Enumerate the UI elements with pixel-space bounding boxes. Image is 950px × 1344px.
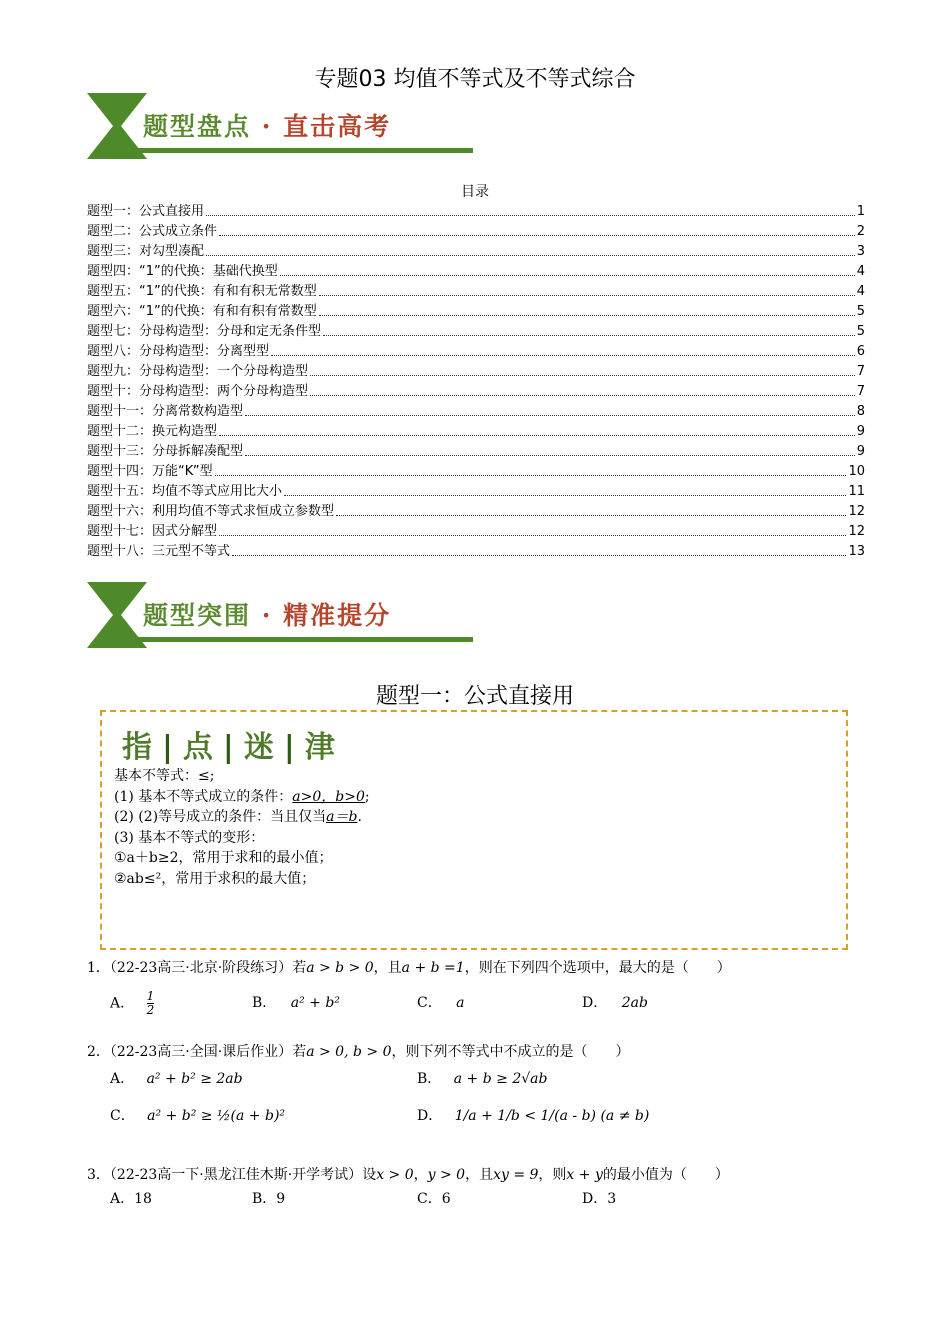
toc-entry[interactable]: [87, 282, 865, 302]
question-text: 若: [292, 960, 307, 976]
banner-breakthrough-left: 题型突围: [143, 601, 252, 630]
toc-leader-dots: [310, 375, 855, 376]
banner-breakthrough: [87, 582, 477, 648]
tip-line: (3) 基本不等式的变形：: [114, 829, 265, 846]
question-text: ，: [413, 1167, 428, 1183]
option-value: 2ab: [621, 995, 648, 1011]
banner-breakthrough-right: 精准提分: [283, 601, 392, 630]
question-number: 2．: [87, 1044, 110, 1060]
toc-entry-label: 题型十一：分离常数构造型: [87, 404, 244, 419]
q2-option-b[interactable]: [417, 1068, 547, 1088]
toc-leader-dots: [219, 235, 855, 236]
question-text: ，则: [538, 1167, 567, 1183]
option-label: D．: [417, 1108, 443, 1124]
q1-option-b[interactable]: [252, 992, 340, 1012]
toc-leader-dots: [245, 455, 855, 456]
toc-leader-dots: [219, 535, 846, 536]
toc-entry[interactable]: [87, 502, 865, 522]
toc-entry-label: 题型一：公式直接用: [87, 204, 205, 219]
tip-head-char: 指: [122, 730, 156, 765]
toc-entry-label: 题型十五：均值不等式应用比大小: [87, 484, 283, 499]
toc-leader-dots: [280, 275, 855, 276]
question-math: xy = 9: [493, 1167, 539, 1183]
toc-entry-page: 12: [848, 504, 865, 519]
toc-entry[interactable]: [87, 302, 865, 322]
toc-entry-page: 9: [856, 424, 865, 439]
toc-entry-label: 题型十八：三元型不等式: [87, 544, 231, 559]
option-value: a: [456, 995, 465, 1011]
option-value: 3: [607, 1191, 617, 1207]
toc-entry[interactable]: [87, 402, 865, 422]
option-value: 9: [276, 1191, 286, 1207]
toc-leader-dots: [206, 255, 855, 256]
option-label: A．: [110, 1071, 135, 1087]
question-text: ，且: [465, 1167, 494, 1183]
toc-entry-page: 5: [856, 324, 865, 339]
banner-breakthrough-text: [143, 596, 391, 632]
toc-leader-dots: [232, 555, 846, 556]
toc-entry-page: 1: [856, 204, 865, 219]
toc-leader-dots: [215, 475, 847, 476]
option-label: B．: [252, 995, 277, 1011]
question-text: ，且: [373, 960, 402, 976]
tip-line: ②ab≤²，常用于求积的最大值；: [114, 870, 316, 887]
question-text: 若: [292, 1044, 307, 1060]
toc-entry-page: 7: [856, 384, 865, 399]
toc-entry-page: 2: [856, 224, 865, 239]
toc-entry-label: 题型十六：利用均值不等式求恒成立参数型: [87, 504, 335, 519]
question-math: x + y: [566, 1167, 603, 1183]
banner-summary-dot: ·: [261, 112, 273, 141]
tip-heading: 指 | 点 | 迷 | 津: [122, 730, 339, 765]
toc-entry[interactable]: [87, 342, 865, 362]
tip-line: [114, 787, 370, 808]
toc-leader-dots: [206, 215, 855, 216]
option-fraction: 1 2: [146, 989, 155, 1017]
q2-option-c[interactable]: [110, 1105, 285, 1125]
toc-leader-dots: [323, 335, 855, 336]
toc-leader-dots: [310, 395, 855, 396]
option-value: a² + b²: [290, 995, 340, 1011]
q3-option-b[interactable]: [252, 1188, 285, 1208]
option-label: D．: [582, 1191, 608, 1207]
tip-box: [100, 710, 848, 950]
option-label: C．: [417, 995, 442, 1011]
question-math: x > 0: [376, 1167, 414, 1183]
banner-summary-right: 直击高考: [283, 112, 392, 141]
option-value: a² + b² ≥ ½(a + b)²: [147, 1108, 286, 1124]
toc-entry[interactable]: [87, 242, 865, 262]
tip-head-char: 迷: [243, 730, 278, 765]
option-label: C．: [417, 1191, 442, 1207]
tip-condition: a>0，b>0: [292, 788, 365, 805]
option-label: A．: [110, 995, 135, 1012]
toc-entry[interactable]: [87, 222, 865, 242]
toc-entry-page: 7: [856, 364, 865, 379]
option-value: 18: [134, 1191, 152, 1207]
toc-entry-page: 12: [848, 524, 865, 539]
q2-option-d[interactable]: [417, 1105, 649, 1125]
toc-entry[interactable]: [87, 542, 865, 562]
option-label: D．: [582, 995, 608, 1011]
toc-entry-label: 题型三：对勾型凑配: [87, 244, 205, 259]
toc-entry-page: 8: [856, 404, 865, 419]
toc-leader-dots: [319, 315, 855, 316]
q3-option-c[interactable]: [417, 1188, 451, 1208]
section-title: 题型一：公式直接用: [375, 684, 574, 709]
option-value: 6: [441, 1191, 451, 1207]
toc-entry[interactable]: [87, 462, 865, 482]
toc-entry[interactable]: [87, 442, 865, 462]
tip-condition: a＝b: [326, 809, 358, 825]
toc-entry-page: 10: [848, 464, 865, 479]
question-math: a > 0, b > 0: [306, 1044, 392, 1060]
toc-entry[interactable]: [87, 422, 865, 442]
tip-line: ①a＋b≥2，常用于求和的最小值；: [114, 850, 333, 866]
q3-option-d[interactable]: [582, 1188, 616, 1208]
tip-head-char: 点: [182, 730, 217, 765]
toc-leader-dots: [219, 435, 855, 436]
banner-breakthrough-dot: ·: [261, 601, 273, 630]
toc-entry-page: 3: [856, 244, 865, 259]
q3-option-a[interactable]: [110, 1188, 152, 1208]
toc-entry-label: 题型十七：因式分解型: [87, 524, 218, 539]
banner-summary: [87, 93, 477, 159]
q1-option-d[interactable]: [582, 992, 648, 1012]
banner-summary-left: 题型盘点: [143, 112, 252, 141]
question-source: （22-23高三·北京·阶段练习）: [109, 960, 293, 976]
toc-leader-dots: [271, 355, 855, 356]
toc-entry-label: 题型八：分母构造型：分离型型: [87, 344, 270, 359]
question-2: [87, 1041, 629, 1061]
question-text: 设: [362, 1167, 377, 1183]
toc-entry[interactable]: [87, 482, 865, 502]
toc-entry[interactable]: [87, 202, 865, 222]
tip-text: (1) 基本不等式成立的条件：: [114, 788, 293, 805]
option-label: A．: [110, 1191, 135, 1207]
toc-entry[interactable]: [87, 262, 865, 282]
question-number: 3．: [87, 1167, 110, 1183]
toc-leader-dots: [319, 295, 855, 296]
tip-text: (2) (2)等号成立的条件：当且仅当: [114, 809, 327, 825]
q2-option-a[interactable]: [110, 1068, 243, 1088]
toc-leader-dots: [336, 515, 846, 516]
toc-entry-label: 题型四：“1”的代换：基础代换型: [87, 264, 278, 279]
question-text: ，则在下列四个选项中，最大的是（ ）: [464, 960, 731, 976]
question-math: y > 0: [427, 1167, 466, 1183]
toc-entry-label: 题型六：“1”的代换：有和有积有常数型: [87, 304, 317, 319]
toc-heading: 目录: [461, 184, 489, 200]
toc-entry[interactable]: [87, 362, 865, 382]
toc-entry-label: 题型五：“1”的代换：有和有积无常数型: [87, 284, 317, 299]
toc-entry-page: 13: [848, 544, 865, 559]
toc-entry-label: 题型十二：换元构造型: [87, 424, 218, 439]
toc-entry-label: 题型十四：万能“K”型: [87, 464, 213, 479]
option-label: B．: [417, 1071, 442, 1087]
toc-entry-page: 5: [856, 304, 865, 319]
toc-entry-label: 题型十三：分母拆解凑配型: [87, 444, 244, 459]
option-label: C．: [110, 1108, 135, 1124]
toc-entry-page: 11: [848, 484, 865, 499]
question-math: a + b =1: [401, 960, 465, 976]
tip-body: [114, 766, 370, 889]
toc-entry-label: 题型十：分母构造型：两个分母构造型: [87, 384, 309, 399]
toc-entry[interactable]: [87, 382, 865, 402]
tip-text: .: [357, 809, 362, 825]
toc-entry-page: 4: [856, 284, 865, 299]
toc-entry-label: 题型七：分母构造型：分母和定无条件型: [87, 324, 322, 339]
question-1: [87, 957, 731, 977]
question-source: （22-23高三·全国·课后作业）: [109, 1044, 293, 1060]
question-text: ，则下列不等式中不成立的是（ ）: [391, 1044, 630, 1060]
toc-entry-page: 9: [856, 444, 865, 459]
banner-summary-text: [143, 107, 391, 143]
toc-leader-dots: [284, 495, 846, 496]
option-label: B．: [252, 1191, 277, 1207]
question-3: [87, 1164, 729, 1184]
toc-entry[interactable]: [87, 322, 865, 342]
question-number: 1．: [87, 960, 110, 976]
toc-leader-dots: [245, 415, 855, 416]
tip-head-char: 津: [304, 730, 339, 765]
table-of-contents: [87, 202, 865, 562]
question-source: （22-23高一下·黑龙江佳木斯·开学考试）: [109, 1167, 363, 1183]
option-value: a + b ≥ 2√ab: [453, 1071, 548, 1087]
toc-entry-page: 4: [856, 264, 865, 279]
option-value: 1/a + 1/b < 1/(a - b) (a ≠ b): [454, 1108, 650, 1124]
q1-option-a[interactable]: [110, 990, 154, 1017]
document-title: 专题03 均值不等式及不等式综合: [314, 67, 636, 92]
toc-entry[interactable]: [87, 522, 865, 542]
question-text: 的最小值为（ ）: [602, 1167, 729, 1183]
toc-entry-label: 题型二：公式成立条件: [87, 224, 218, 239]
tip-line: [114, 807, 370, 828]
option-value: a² + b² ≥ 2ab: [146, 1071, 243, 1087]
toc-entry-page: 6: [856, 344, 865, 359]
question-math: a > b > 0: [306, 960, 374, 976]
q1-option-c[interactable]: [417, 992, 465, 1012]
toc-entry-label: 题型九：分母构造型：一个分母构造型: [87, 364, 309, 379]
tip-line: 基本不等式：≤;: [114, 768, 215, 784]
tip-text: ;: [364, 788, 370, 805]
